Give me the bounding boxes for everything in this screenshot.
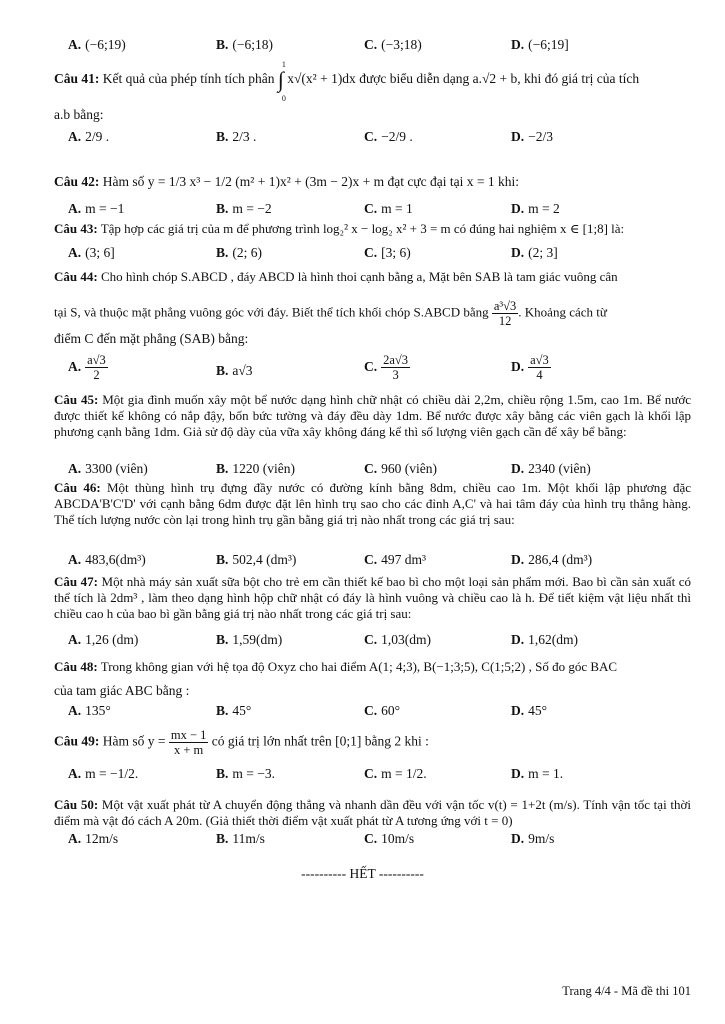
option-c: C. (−3;18) xyxy=(364,37,422,52)
option-a: A. (3; 6] xyxy=(68,245,115,260)
option-a: A. 483,6(dm³) xyxy=(68,552,146,567)
function-fraction: $\frac{mx - 1}{x + m}$ xyxy=(170,728,207,757)
option-b: B. (−6;18) xyxy=(216,37,273,52)
option-c: C. 1,03(dm) xyxy=(364,632,431,647)
option-c: C. 497 dm³ xyxy=(364,552,427,567)
option-d: D. m = 1. xyxy=(511,766,564,781)
q49-stem: Câu 49: Hàm số y = $\frac{mx - 1}{x + m}$ có giá trị lớn nhất trên [0;1] bằng 2 khi : xyxy=(54,728,429,757)
option-d: D. (−6;19] xyxy=(511,37,569,52)
q50-options xyxy=(68,830,695,852)
option-a: A. 2/9 . xyxy=(68,129,110,144)
q47-options xyxy=(68,631,695,653)
option-b: B. 45° xyxy=(216,703,252,718)
q44-stem-cont: tại S, và thuộc mặt phẳng vuông góc với đáy. Biết thể tích khối chóp S.ABCD bằng $\frac{\text{a³√3}}{12}$ . Khoảng cách từ xyxy=(54,299,607,328)
q44-stem-cont2: điểm C đến mặt phẳng (SAB) bằng: xyxy=(54,331,249,346)
option-b: B. 1,59(dm) xyxy=(216,632,283,647)
option-a: A. 12m/s xyxy=(68,831,119,846)
q44-options xyxy=(68,353,695,389)
option-a: A. 1,26 (dm) xyxy=(68,632,139,647)
end-mark: ---------- HẾT ---------- xyxy=(301,866,424,881)
q44-stem: Câu 44: Cho hình chóp S.ABCD , đáy ABCD là hình thoi cạnh bằng a, Mặt bên SAB là tam giác vuông cân xyxy=(54,269,618,284)
option-c: C. 960 (viên) xyxy=(364,461,437,476)
option-b: B. m = −3. xyxy=(216,766,275,781)
option-a: A. (−6;19) xyxy=(68,37,126,52)
option-d: D. 2340 (viên) xyxy=(511,461,591,476)
q48-stem: Câu 48: Trong không gian với hệ tọa độ Oxyz cho hai điểm A(1; 4;3), B(−1;3;5), C(1;5;2) , Số đo góc BAC xyxy=(54,659,618,674)
q49-options xyxy=(68,765,695,787)
q45-options xyxy=(68,460,695,482)
option-d: D. $\frac{a√3}{4}$ xyxy=(511,353,549,382)
q40-options xyxy=(68,36,695,58)
option-a: A. 135° xyxy=(68,703,111,718)
option-b: B. 1220 (viên) xyxy=(216,461,295,476)
option-b: B. (2; 6) xyxy=(216,245,263,260)
page-footer: Trang 4/4 - Mã đề thi 101 xyxy=(562,984,691,998)
option-c: C. [3; 6) xyxy=(364,245,411,260)
q47-stem: Câu 47: Một nhà máy sản xuất sữa bột cho trẻ em cần thiết kế bao bì cho một loại sản phẩm mới. Bao bì cần sản xuất có thể tích là 2dm³ , làm theo dạng hình hộp chữ nhật có đáy là hình vuông và chiều cao là h. Để tiết kiệm vật liệu nhất thì chiều cao h của bao bì gần bằng giá trị nào nhất trong các giá trị sau: xyxy=(54,574,691,621)
q43-stem: Câu 43: Tập hợp các giá trị của m để phương trình log₂² x − log₂ x² + 3 = m có đúng hai nghiệm x ∈ [1;8] là: xyxy=(54,221,625,236)
option-d: D. −2/3 xyxy=(511,129,553,144)
option-b: B. 502,4 (dm³) xyxy=(216,552,297,567)
option-c: C. $\frac{2a√3}{3}$ xyxy=(364,353,409,382)
option-c: C. −2/9 . xyxy=(364,129,413,144)
q41-options xyxy=(68,128,695,150)
q45-stem: Câu 45: Một gia đình muốn xây một bể nước dạng hình chữ nhật có chiều dài 2,2m, chiều rộng 1.5m, cao 1m. Bể nước được thiết kế không có nắp đậy, bốn bức tường và đáy đều dày 1dm. Bể nước được xây bằng các viên gạch là khối lập phương cạnh bằng 1dm. Giả sử độ dày của vữa xây không đáng kể thì số lượng viên gạch cần để xây bể bằng: xyxy=(54,392,692,439)
q43-options xyxy=(68,244,695,266)
option-d: D. 1,62(dm) xyxy=(511,632,578,647)
option-b: B. a√3 xyxy=(216,363,253,378)
option-d: D. m = 2 xyxy=(511,201,560,216)
q46-options xyxy=(68,551,695,573)
q42-stem: Câu 42: Hàm số y = 1/3 x³ − 1/2 (m² + 1)x² + (3m − 2)x + m đạt cực đại tại x = 1 khi: xyxy=(54,174,519,189)
q48-stem-cont: của tam giác ABC bằng : xyxy=(54,683,190,698)
option-d: D. (2; 3] xyxy=(511,245,558,260)
q48-options xyxy=(68,702,695,724)
option-b: B. 2/3 . xyxy=(216,129,257,144)
q42-options xyxy=(68,200,695,222)
option-b: B. m = −2 xyxy=(216,201,272,216)
option-d: D. 286,4 (dm³) xyxy=(511,552,593,567)
option-a: A. m = −1/2. xyxy=(68,766,139,781)
option-d: D. 45° xyxy=(511,703,548,718)
option-c: C. 60° xyxy=(364,703,401,718)
option-c: C. m = 1 xyxy=(364,201,413,216)
q41-stem-cont: a.b bằng: xyxy=(54,107,104,122)
option-b: B. 11m/s xyxy=(216,831,265,846)
volume-fraction: $\frac{\text{a³√3}}{12}$ xyxy=(493,299,517,328)
option-c: C. m = 1/2. xyxy=(364,766,427,781)
q46-stem: Câu 46: Một thùng hình trụ đựng đầy nước có đường kính bằng 8dm, chiều cao 1m. Một khối lập phương đặc ABCDA'B'C'D' với cạnh bằng 6dm được đặt lên hình trụ sao cho các đỉnh A,C' và hai tâm đáy của hình trụ thẳng hàng. Thể tích lượng nước còn lại trong hình trụ gần bằng giá trị nào nhất trong các giá trị sau: xyxy=(54,480,692,527)
option-a: A. $\frac{a√3}{2}$ xyxy=(68,353,106,382)
option-a: A. 3300 (viên) xyxy=(68,461,148,476)
option-a: A. m = −1 xyxy=(68,201,125,216)
q41-stem: Câu 41: Kết quả của phép tính tích phân ∫ 1 0 x√(x² + 1)dx được biểu diễn dạng a.√2 + b, khi đó giá trị của tích xyxy=(54,59,640,103)
q50-stem: Câu 50: Một vật xuất phát từ A chuyển động thẳng và nhanh dần đều với vận tốc v(t) = 1+2t (m/s). Tính vận tốc tại thời điểm mà vật đó cách A 20m. (Giả thiết thời điểm vật xuất phát từ A tương ứng với t = 0) xyxy=(54,797,691,828)
option-d: D. 9m/s xyxy=(511,831,555,846)
option-c: C. 10m/s xyxy=(364,831,415,846)
integral-sign: ∫ 1 0 xyxy=(277,59,286,103)
